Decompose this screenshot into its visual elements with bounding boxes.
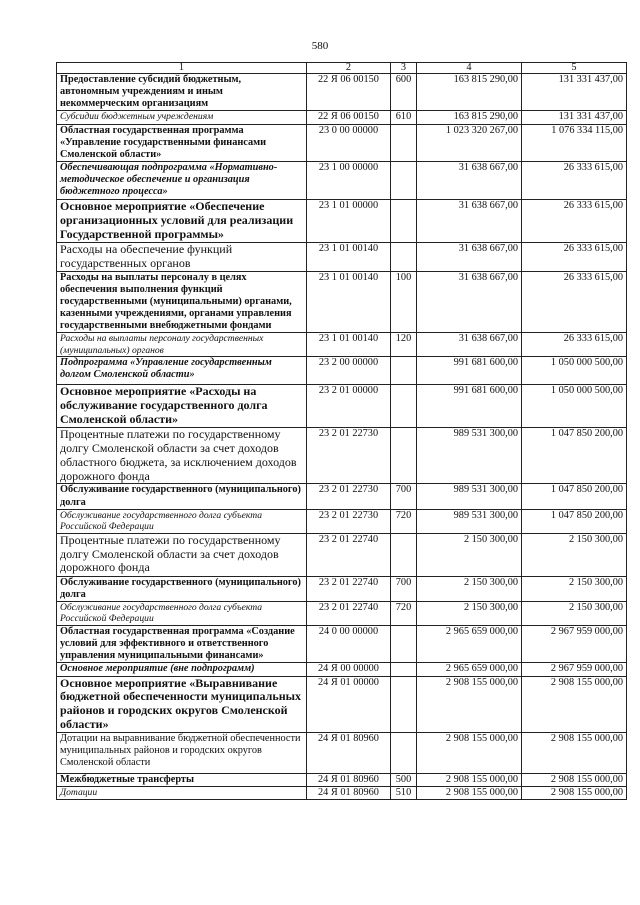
type-cell [391, 385, 417, 428]
sum2-cell: 26 333 615,00 [522, 161, 627, 199]
name-cell: Дотации [57, 786, 307, 799]
code-cell: 23 2 01 22730 [307, 484, 391, 509]
name-cell: Расходы на выплаты персоналу в целях обеспечения выполнения функций государственными (муниципальными) органами, казенными учреждениями, органами управления государственными внебюджетными фондами [57, 271, 307, 333]
code-cell: 23 1 01 00140 [307, 271, 391, 333]
name-cell: Основное мероприятие «Обеспечение организационных условий для реализации Государственной программы» [57, 199, 307, 242]
type-cell: 120 [391, 333, 417, 357]
sum2-cell: 1 050 000 500,00 [522, 385, 627, 428]
header-cell-name: 1 [57, 63, 307, 74]
sum1-cell: 2 908 155 000,00 [417, 773, 522, 786]
type-cell [391, 357, 417, 385]
name-cell: Подпрограмма «Управление государственным долгом Смоленской области» [57, 357, 307, 385]
type-cell [391, 199, 417, 242]
code-cell: 24 Я 01 80960 [307, 773, 391, 786]
sum2-cell: 1 050 000 500,00 [522, 357, 627, 385]
code-cell: 24 Я 00 00000 [307, 663, 391, 676]
sum2-cell: 2 908 155 000,00 [522, 786, 627, 799]
header-cell-code: 2 [307, 63, 391, 74]
sum1-cell: 2 965 659 000,00 [417, 626, 522, 663]
sum1-cell: 2 150 300,00 [417, 533, 522, 576]
name-cell: Дотации на выравнивание бюджетной обеспеченности муниципальных районов и городских округов Смоленской области [57, 732, 307, 773]
code-cell: 22 Я 06 00150 [307, 111, 391, 124]
sum2-cell: 1 076 334 115,00 [522, 124, 627, 161]
page-number: 580 [311, 40, 329, 52]
type-cell [391, 626, 417, 663]
table-row [57, 161, 627, 199]
code-cell: 23 2 01 22740 [307, 576, 391, 601]
sum2-cell: 2 908 155 000,00 [522, 773, 627, 786]
budget-table [56, 62, 627, 800]
code-cell: 23 2 01 00000 [307, 385, 391, 428]
sum2-cell: 2 150 300,00 [522, 533, 627, 576]
table-row [57, 676, 627, 732]
table-row [57, 111, 627, 124]
sum1-cell: 31 638 667,00 [417, 161, 522, 199]
code-cell: 23 2 01 22740 [307, 602, 391, 626]
code-cell: 24 Я 01 80960 [307, 732, 391, 773]
type-cell [391, 663, 417, 676]
sum1-cell: 31 638 667,00 [417, 199, 522, 242]
type-cell: 720 [391, 602, 417, 626]
type-cell: 610 [391, 111, 417, 124]
table-row [57, 533, 627, 576]
table-row [57, 663, 627, 676]
sum1-cell: 163 815 290,00 [417, 111, 522, 124]
type-cell [391, 533, 417, 576]
code-cell: 23 1 01 00000 [307, 199, 391, 242]
name-cell: Основное мероприятие (вне подпрограмм) [57, 663, 307, 676]
type-cell [391, 161, 417, 199]
name-cell: Обслуживание государственного долга субъекта Российской Федерации [57, 509, 307, 533]
sum1-cell: 989 531 300,00 [417, 509, 522, 533]
name-cell: Расходы на выплаты персоналу государственных (муниципальных) органов [57, 333, 307, 357]
sum2-cell: 26 333 615,00 [522, 271, 627, 333]
name-cell: Основное мероприятие «Расходы на обслуживание государственного долга Смоленской области» [57, 385, 307, 428]
sum2-cell: 1 047 850 200,00 [522, 509, 627, 533]
sum2-cell: 131 331 437,00 [522, 111, 627, 124]
sum1-cell: 1 023 320 267,00 [417, 124, 522, 161]
sum2-cell: 2 150 300,00 [522, 602, 627, 626]
name-cell: Расходы на обеспечение функций государственных органов [57, 242, 307, 271]
table-row [57, 732, 627, 773]
name-cell: Субсидии бюджетным учреждениям [57, 111, 307, 124]
sum1-cell: 31 638 667,00 [417, 333, 522, 357]
sum1-cell: 2 908 155 000,00 [417, 732, 522, 773]
type-cell: 700 [391, 484, 417, 509]
sum1-cell: 31 638 667,00 [417, 242, 522, 271]
name-cell: Обеспечивающая подпрограмма «Нормативно-методическое обеспечение и организация бюджетного процесса» [57, 161, 307, 199]
code-cell: 22 Я 06 00150 [307, 74, 391, 111]
table-row [57, 357, 627, 385]
code-cell: 23 1 01 00140 [307, 242, 391, 271]
table-row [57, 428, 627, 484]
sum2-cell: 2 908 155 000,00 [522, 732, 627, 773]
sum1-cell: 2 150 300,00 [417, 576, 522, 601]
sum1-cell: 991 681 600,00 [417, 357, 522, 385]
sum1-cell: 2 965 659 000,00 [417, 663, 522, 676]
type-cell [391, 428, 417, 484]
table-row [57, 199, 627, 242]
type-cell: 600 [391, 74, 417, 111]
sum1-cell: 163 815 290,00 [417, 74, 522, 111]
table-row [57, 124, 627, 161]
table-row [57, 773, 627, 786]
sum2-cell: 2 967 959 000,00 [522, 626, 627, 663]
name-cell: Процентные платежи по государственному долгу Смоленской области за счет доходов областного бюджета, за исключением доходов дорожного фонда [57, 428, 307, 484]
table-row [57, 242, 627, 271]
type-cell [391, 242, 417, 271]
code-cell: 23 1 00 00000 [307, 161, 391, 199]
name-cell: Предоставление субсидий бюджетным, автономным учреждениям и иным некоммерческим организациям [57, 74, 307, 111]
type-cell: 510 [391, 786, 417, 799]
header-row [57, 63, 627, 74]
table-row [57, 74, 627, 111]
sum1-cell: 991 681 600,00 [417, 385, 522, 428]
sum1-cell: 989 531 300,00 [417, 428, 522, 484]
sum2-cell: 2 967 959 000,00 [522, 663, 627, 676]
code-cell: 23 1 01 00140 [307, 333, 391, 357]
sum2-cell: 2 150 300,00 [522, 576, 627, 601]
sum1-cell: 989 531 300,00 [417, 484, 522, 509]
name-cell: Основное мероприятие «Выравнивание бюджетной обеспеченности муниципальных районов и городских округов Смоленской области» [57, 676, 307, 732]
table-row [57, 385, 627, 428]
code-cell: 23 2 01 22730 [307, 428, 391, 484]
sum1-cell: 2 150 300,00 [417, 602, 522, 626]
sum2-cell: 131 331 437,00 [522, 74, 627, 111]
table-row [57, 484, 627, 509]
sum1-cell: 2 908 155 000,00 [417, 676, 522, 732]
code-cell: 23 2 00 00000 [307, 357, 391, 385]
type-cell [391, 676, 417, 732]
sum2-cell: 26 333 615,00 [522, 199, 627, 242]
table-row [57, 602, 627, 626]
header-cell-type: 3 [391, 63, 417, 74]
type-cell [391, 732, 417, 773]
type-cell: 700 [391, 576, 417, 601]
table-row [57, 626, 627, 663]
name-cell: Процентные платежи по государственному долгу Смоленской области за счет доходов дорожного фонда [57, 533, 307, 576]
table-row [57, 333, 627, 357]
code-cell: 23 2 01 22730 [307, 509, 391, 533]
code-cell: 24 0 00 00000 [307, 626, 391, 663]
header-cell-sum2: 5 [522, 63, 627, 74]
sum1-cell: 2 908 155 000,00 [417, 786, 522, 799]
table-row [57, 576, 627, 601]
table-row [57, 271, 627, 333]
table-row [57, 509, 627, 533]
sum1-cell: 31 638 667,00 [417, 271, 522, 333]
name-cell: Областная государственная программа «Создание условий для эффективного и ответственного управления муниципальными финансами» [57, 626, 307, 663]
sum2-cell: 1 047 850 200,00 [522, 428, 627, 484]
sum2-cell: 26 333 615,00 [522, 242, 627, 271]
code-cell: 24 Я 01 80960 [307, 786, 391, 799]
sum2-cell: 1 047 850 200,00 [522, 484, 627, 509]
name-cell: Обслуживание государственного (муниципального) долга [57, 576, 307, 601]
sum2-cell: 26 333 615,00 [522, 333, 627, 357]
header-cell-sum1: 4 [417, 63, 522, 74]
type-cell [391, 124, 417, 161]
sum2-cell: 2 908 155 000,00 [522, 676, 627, 732]
type-cell: 720 [391, 509, 417, 533]
name-cell: Областная государственная программа «Управление государственными финансами Смоленской области» [57, 124, 307, 161]
name-cell: Межбюджетные трансферты [57, 773, 307, 786]
name-cell: Обслуживание государственного долга субъекта Российской Федерации [57, 602, 307, 626]
type-cell: 100 [391, 271, 417, 333]
name-cell: Обслуживание государственного (муниципального) долга [57, 484, 307, 509]
table-row [57, 786, 627, 799]
type-cell: 500 [391, 773, 417, 786]
code-cell: 24 Я 01 00000 [307, 676, 391, 732]
code-cell: 23 0 00 00000 [307, 124, 391, 161]
code-cell: 23 2 01 22740 [307, 533, 391, 576]
